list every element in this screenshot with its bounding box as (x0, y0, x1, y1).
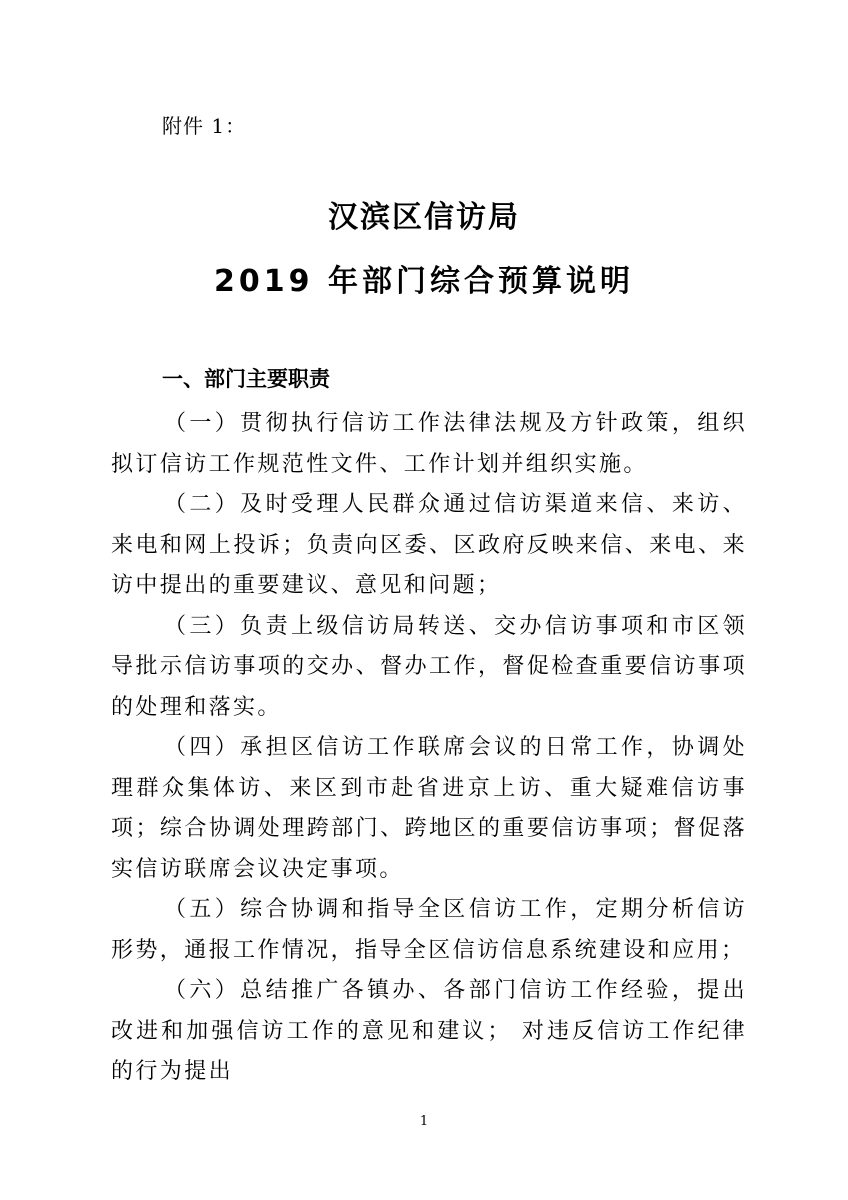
section-heading: 一、部门主要职责 (162, 367, 330, 391)
paragraph-4: （四）承担区信访工作联席会议的日常工作，协调处理群众集体访、来区到市赴省进京上访、重大疑难信访事项；综合协调处理跨部门、跨地区的重要信访事项；督促落实信访联席会议决定事项。 (111, 735, 747, 882)
body-text (111, 404, 747, 1093)
paragraph-2: （二）及时受理人民群众通过信访渠道来信、来访、来电和网上投诉；负责向区委、区政府反映来信、来电、来访中提出的重要建议、意见和问题； (111, 492, 747, 598)
paragraph-3: （三）负责上级信访局转送、交办信访事项和市区领导批示信访事项的交办、督办工作，督促检查重要信访事项的处理和落实。 (111, 613, 747, 720)
paragraph-1: （一）贯彻执行信访工作法律法规及方针政策，组织拟订信访工作规范性文件、工作计划并组织实施。 (111, 411, 747, 477)
page-number: 1 (419, 1114, 429, 1129)
paragraph-6: （六）总结推广各镇办、各部门信访工作经验，提出改进和加强信访工作的意见和建议； 对违反信访工作纪律的行为提出 (111, 978, 747, 1084)
document-title: 汉滨区信访局 (328, 200, 520, 235)
document-subtitle: 2019 年部门综合预算说明 (214, 264, 634, 299)
attachment-label: 附件 1： (162, 114, 247, 138)
paragraph-5: （五）综合协调和指导全区信访工作，定期分析信访形势，通报工作情况，指导全区信访信息系统建设和应用； (111, 897, 747, 963)
